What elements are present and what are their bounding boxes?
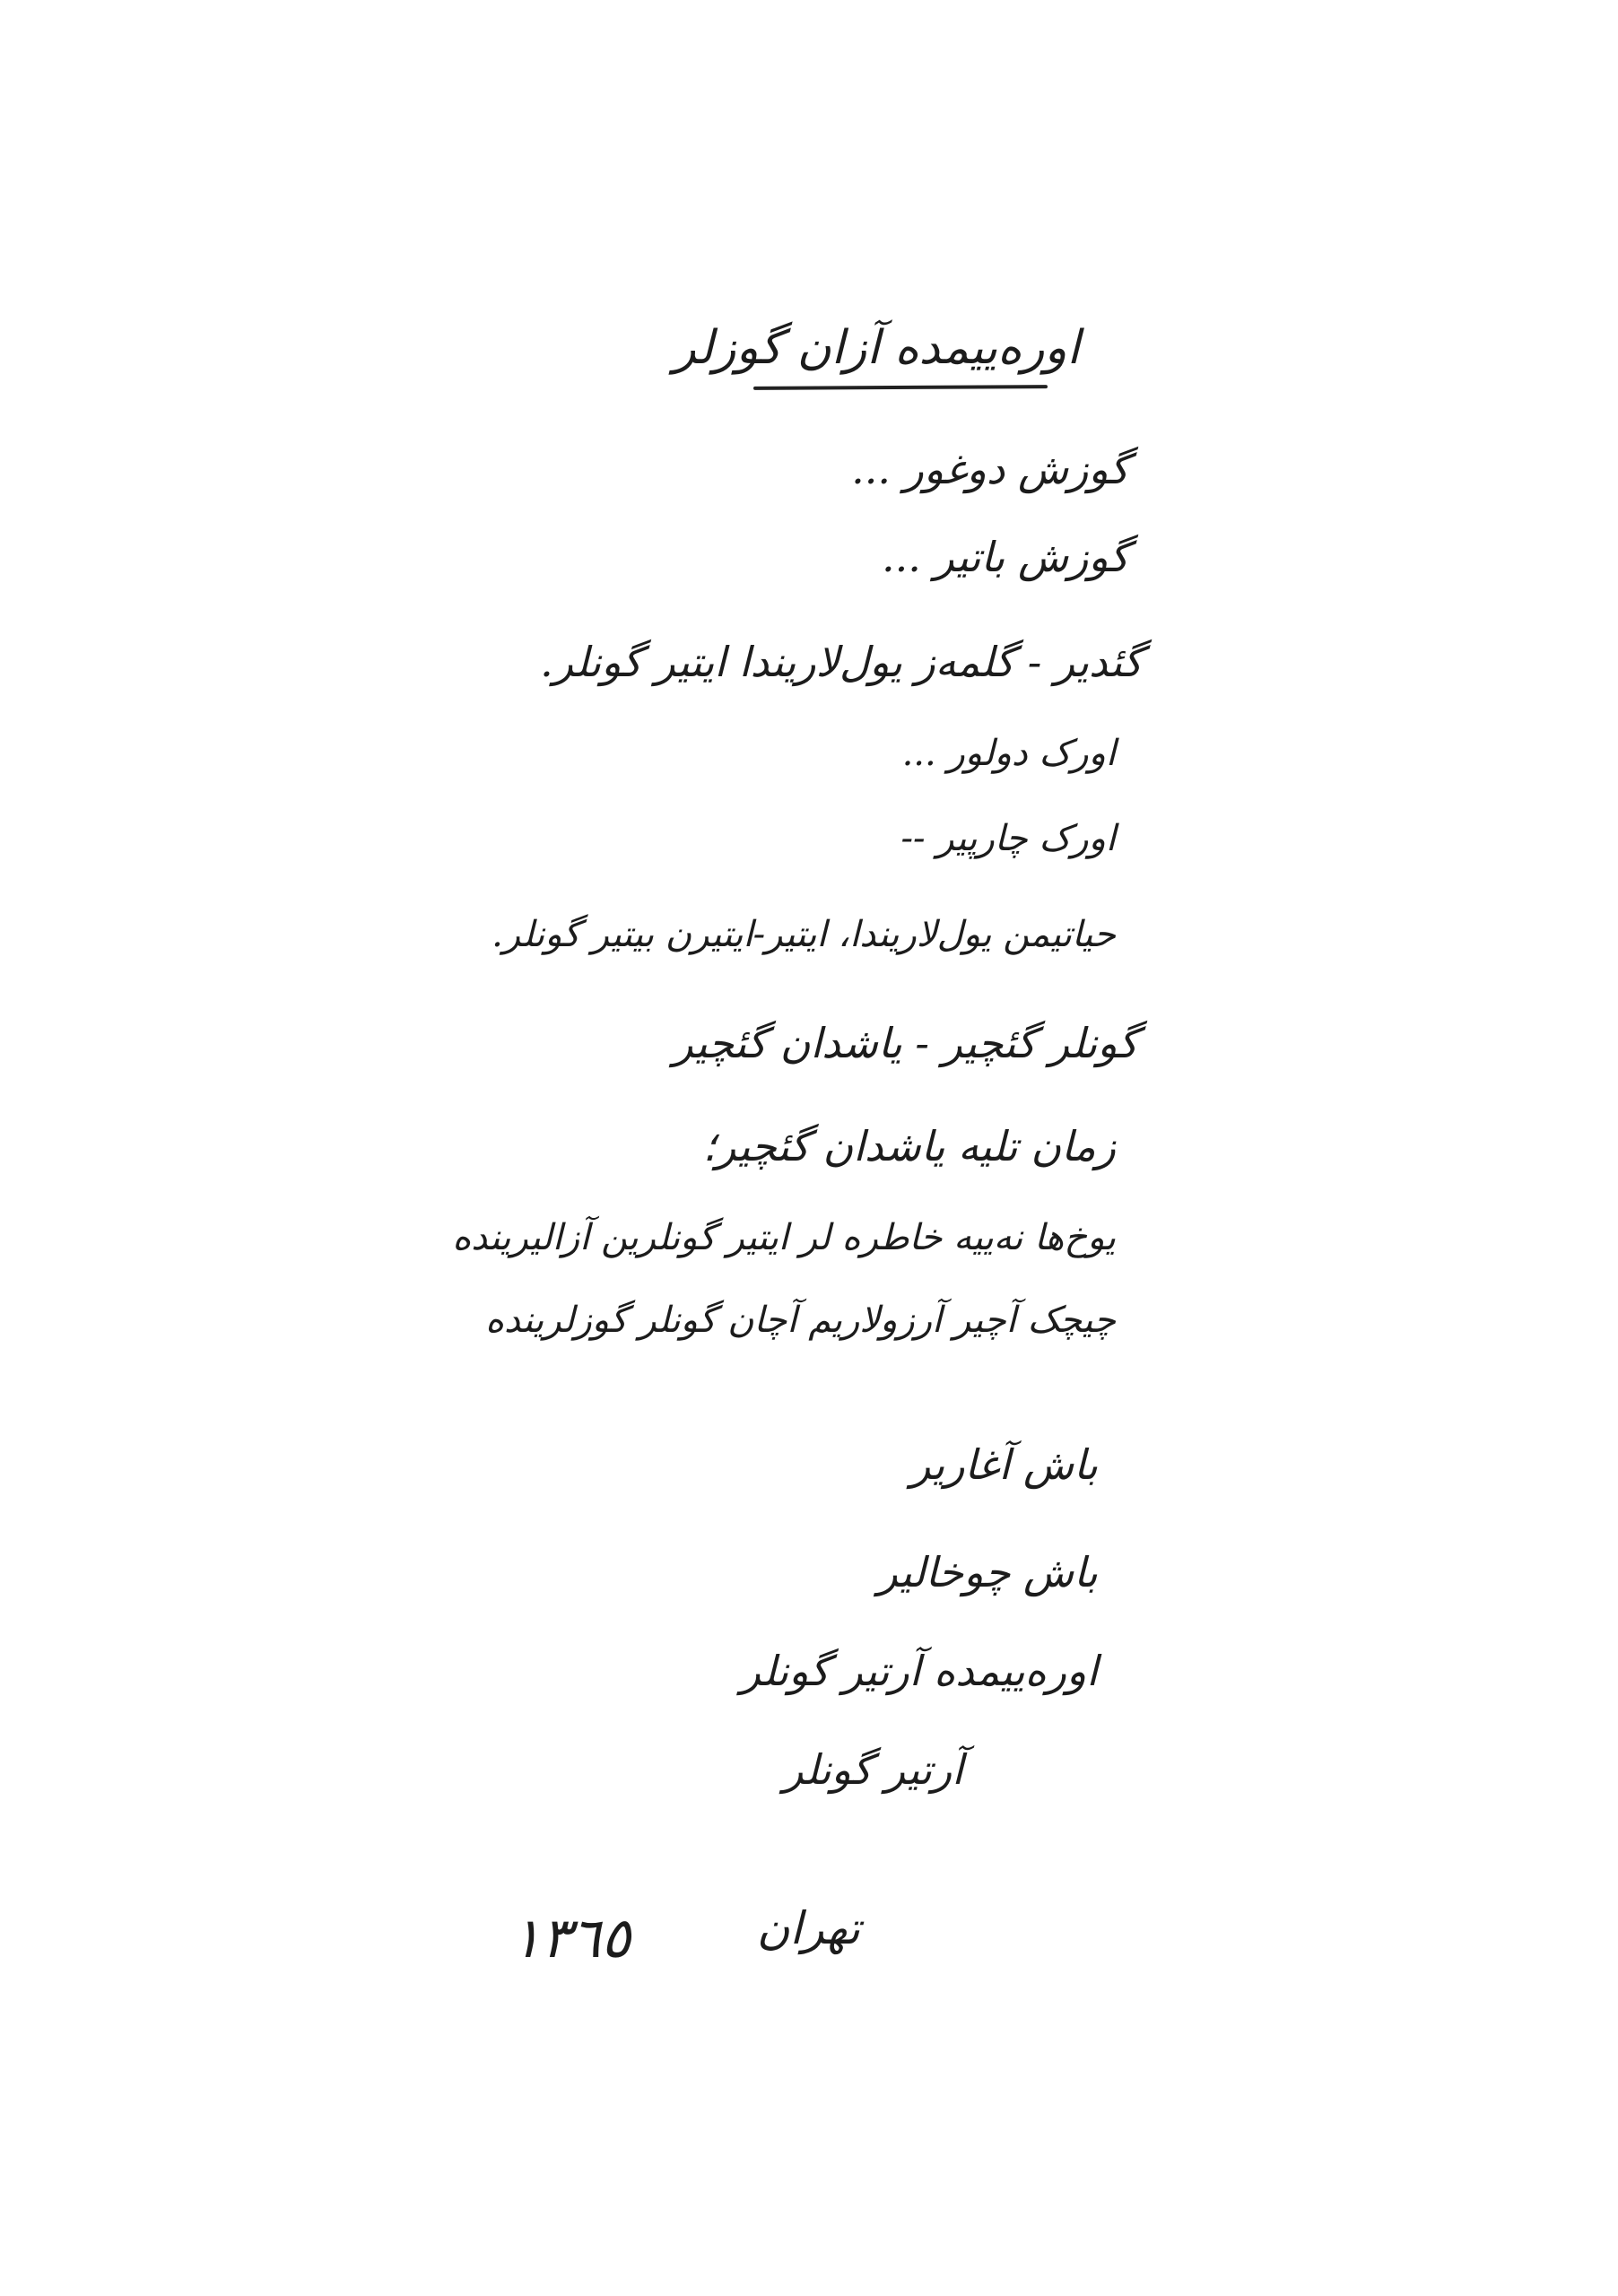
poem-line-10: چیچک آچیر آرزولاریم آچان گونلر گوزلرینده: [485, 1300, 1116, 1341]
poem-title: اوره‌ییمده آزان گوزلر: [673, 321, 1080, 375]
poem-line-7: گونلر گئچیر - یاشدان گئچیر: [673, 1019, 1138, 1067]
poem-line-14: آرتیر گونلر: [783, 1745, 963, 1794]
poem-line-6: حیاتیمن یول‌لاریندا، ایتیر-ایتیرن بیتیر گونلر.: [491, 914, 1116, 955]
poem-line-5: اورک چارپیر --: [900, 818, 1116, 859]
signature-place: تهران: [756, 1902, 860, 1954]
poem-line-13: اوره‌ییمده آرتیر گونلر: [740, 1647, 1098, 1695]
poem-line-12: باش چوخالیر: [877, 1548, 1098, 1596]
poem-line-2: گوزش باتیر ...: [881, 533, 1129, 581]
poem-line-11: باش آغاریر: [910, 1440, 1098, 1489]
poem-line-9: یوخ‌ها نه‌ییه خاطره لر ایتیر گونلرین آزالیرینده: [452, 1217, 1116, 1258]
poem-line-4: اورک دولور ...: [901, 733, 1116, 774]
signature-date: ١٣٦٥: [511, 1905, 631, 1970]
title-underline: [753, 385, 1048, 390]
poem-line-1: گوزش دوغور ...: [851, 445, 1129, 493]
poem-line-3: گئدیر - گلمه‌ز یول‌لاریندا ایتیر گونلر.: [540, 638, 1143, 686]
poem-line-8: زمان تلیه یاشدان گئچیر؛: [702, 1122, 1116, 1170]
